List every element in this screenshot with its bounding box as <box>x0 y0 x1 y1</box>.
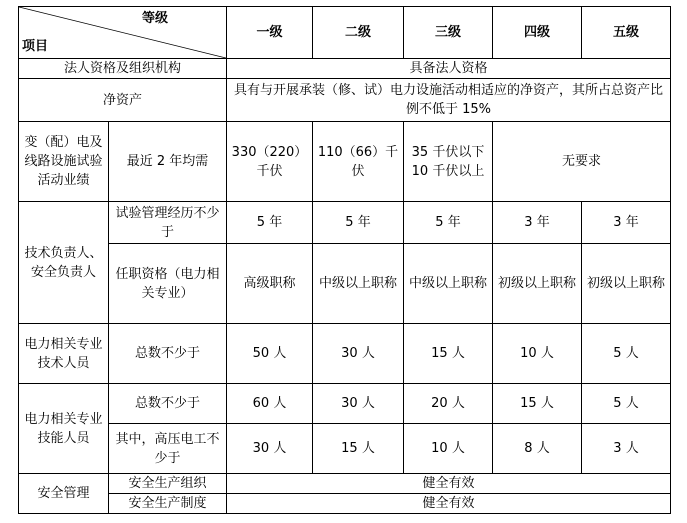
tech-staff-5: 5 人 <box>582 324 671 384</box>
performance-label: 变（配）电及线路设施试验活动业绩 <box>19 122 109 202</box>
skill-staff-2: 30 人 <box>313 384 404 424</box>
skill-staff-4: 15 人 <box>493 384 582 424</box>
tech-lead-qual-label: 任职资格（电力相关专业） <box>109 244 227 324</box>
tech-staff-4: 10 人 <box>493 324 582 384</box>
hv-electrician-label: 其中，高压电工不少于 <box>109 424 227 474</box>
tech-lead-exp-5: 3 年 <box>582 202 671 244</box>
tech-staff-label: 电力相关专业技术人员 <box>19 324 109 384</box>
tech-staff-sub: 总数不少于 <box>109 324 227 384</box>
tech-staff-3: 15 人 <box>404 324 493 384</box>
header-level-3: 三级 <box>404 7 493 59</box>
performance-sub: 最近 2 年均需 <box>109 122 227 202</box>
tech-staff-2: 30 人 <box>313 324 404 384</box>
tech-lead-label: 技术负责人、安全负责人 <box>19 202 109 324</box>
header-level-1: 一级 <box>227 7 313 59</box>
safety-org-label: 安全生产组织 <box>109 474 227 494</box>
skill-staff-label: 电力相关专业技能人员 <box>19 384 109 474</box>
corner-diagonal <box>19 7 226 58</box>
safety-sys-label: 安全生产制度 <box>109 494 227 514</box>
skill-staff-3: 20 人 <box>404 384 493 424</box>
skill-staff-5: 5 人 <box>582 384 671 424</box>
tech-staff-1: 50 人 <box>227 324 313 384</box>
corner-top-label: 等级 <box>141 11 168 26</box>
hv-electrician-3: 10 人 <box>404 424 493 474</box>
tech-lead-qual-1: 高级职称 <box>227 244 313 324</box>
legal-label: 法人资格及组织机构 <box>19 59 227 79</box>
performance-level-1: 330（220）千伏 <box>227 122 313 202</box>
safety-sys-value: 健全有效 <box>227 494 671 514</box>
header-level-5: 五级 <box>582 7 671 59</box>
safety-org-value: 健全有效 <box>227 474 671 494</box>
hv-electrician-2: 15 人 <box>313 424 404 474</box>
net-assets-value: 具有与开展承装（修、试）电力设施活动相适应的净资产，其所占总资产比例不低于 15% <box>227 79 671 122</box>
header-level-2: 二级 <box>313 7 404 59</box>
tech-lead-exp-2: 5 年 <box>313 202 404 244</box>
skill-staff-1: 60 人 <box>227 384 313 424</box>
safety-label: 安全管理 <box>19 474 109 514</box>
corner-bottom-label: 项目 <box>22 39 49 54</box>
header-corner <box>19 7 227 59</box>
tech-lead-exp-label: 试验管理经历不少于 <box>109 202 227 244</box>
legal-value: 具备法人资格 <box>227 59 671 79</box>
performance-level-2: 110（66）千伏 <box>313 122 404 202</box>
hv-electrician-4: 8 人 <box>493 424 582 474</box>
performance-level-3: 35 千伏以下10 千伏以上 <box>404 122 493 202</box>
tech-lead-qual-2: 中级以上职称 <box>313 244 404 324</box>
tech-lead-exp-1: 5 年 <box>227 202 313 244</box>
hv-electrician-5: 3 人 <box>582 424 671 474</box>
hv-electrician-1: 30 人 <box>227 424 313 474</box>
tech-lead-qual-5: 初级以上职称 <box>582 244 671 324</box>
performance-level-4-5: 无要求 <box>493 122 671 202</box>
tech-lead-qual-4: 初级以上职称 <box>493 244 582 324</box>
tech-lead-exp-4: 3 年 <box>493 202 582 244</box>
qualification-table <box>18 6 671 514</box>
header-level-4: 四级 <box>493 7 582 59</box>
skill-staff-sub: 总数不少于 <box>109 384 227 424</box>
net-assets-label: 净资产 <box>19 79 227 122</box>
tech-lead-exp-3: 5 年 <box>404 202 493 244</box>
tech-lead-qual-3: 中级以上职称 <box>404 244 493 324</box>
